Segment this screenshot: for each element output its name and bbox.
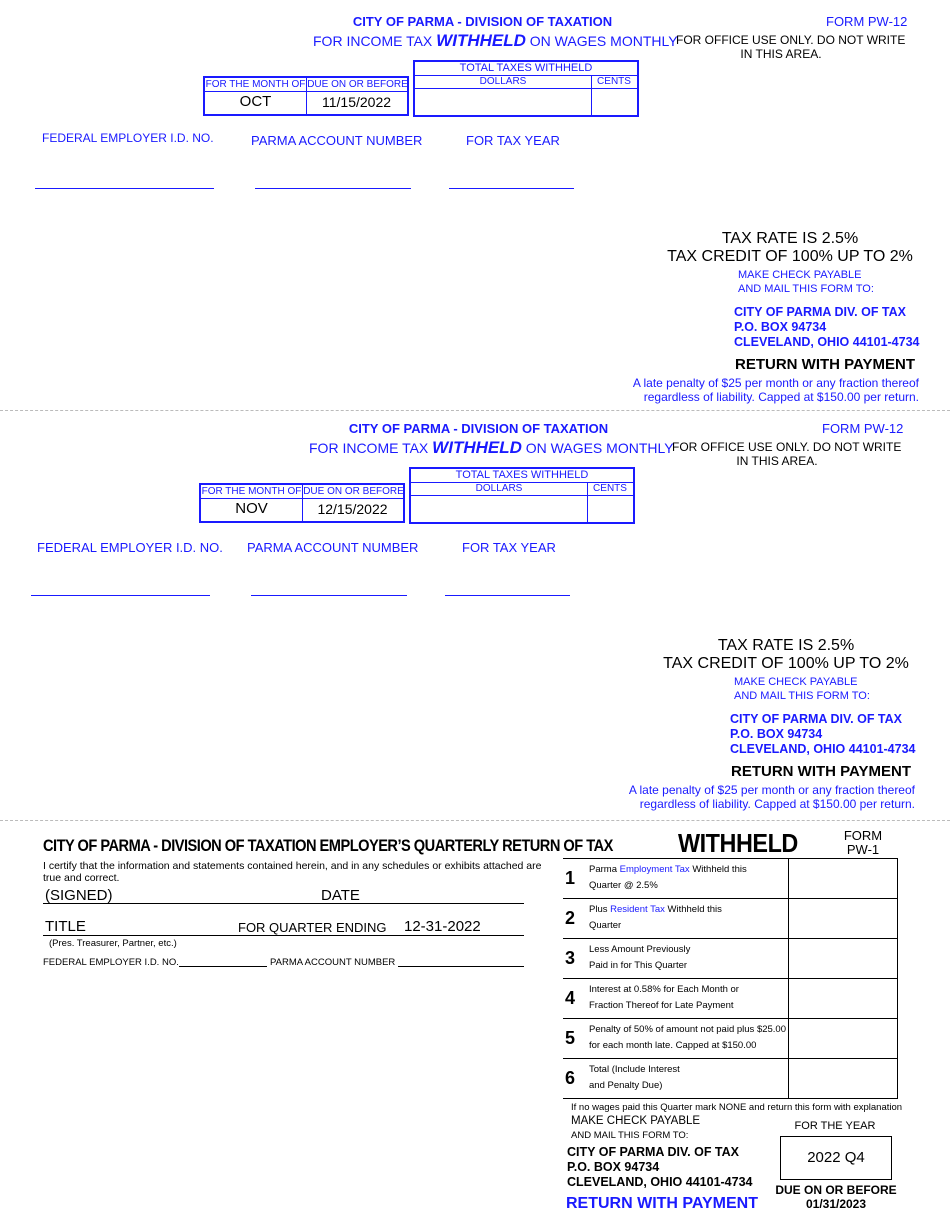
quarter-ending-value[interactable]: 12-31-2022 xyxy=(404,918,481,935)
tax-rate-info: TAX RATE IS 2.5% TAX CREDIT OF 100% UP TO 2% xyxy=(663,637,909,672)
line-item-row xyxy=(563,1058,898,1098)
account-input[interactable] xyxy=(398,966,524,967)
due-label: DUE ON OR BEFORE xyxy=(307,79,408,90)
late-penalty-note: A late penalty of $25 per month or any fraction thereof regardless of liability. Capped at $150.00 per return. xyxy=(628,783,915,811)
cents-input[interactable] xyxy=(595,90,633,112)
line-item-row xyxy=(563,858,898,898)
line-desc: Penalty of 50% of amount not paid plus $25.00 xyxy=(589,1024,786,1035)
line-number: 4 xyxy=(565,988,576,1008)
line-amount-input[interactable] xyxy=(791,900,895,936)
line-desc-2: Fraction Thereof for Late Payment xyxy=(589,1000,734,1011)
account-input[interactable] xyxy=(255,188,411,189)
line-number: 6 xyxy=(565,1068,576,1088)
return-with-payment: RETURN WITH PAYMENT xyxy=(566,1195,758,1212)
office-use-note: FOR OFFICE USE ONLY. DO NOT WRITE IN THIS AREA. xyxy=(672,440,902,468)
quarterly-title: CITY OF PARMA - DIVISION OF TAXATION EMPLOYER’S QUARTERLY RETURN OF TAX xyxy=(43,836,613,855)
quarterly-due-date: DUE ON OR BEFORE 01/31/2023 xyxy=(775,1183,897,1211)
make-check-note: MAKE CHECK PAYABLE AND MAIL THIS FORM TO: xyxy=(738,269,874,295)
tax-rate-info: TAX RATE IS 2.5% TAX CREDIT OF 100% UP TO 2% xyxy=(667,230,913,265)
stub-subtitle: FOR INCOME TAX WITHHELD ON WAGES MONTHLY xyxy=(313,31,678,50)
line-desc-2: Quarter @ 2.5% xyxy=(589,880,658,891)
perforation-line xyxy=(0,820,950,821)
title-label: TITLE xyxy=(45,918,86,935)
for-year-label: FOR THE YEAR xyxy=(794,1120,876,1132)
account-input[interactable] xyxy=(251,595,407,596)
dollars-label: DOLLARS xyxy=(479,76,527,87)
dollars-input[interactable] xyxy=(417,90,587,112)
mailing-address: CITY OF PARMA DIV. OF TAX P.O. BOX 94734 CLEVELAND, OHIO 44101-4734 xyxy=(734,305,920,349)
mailing-address: CITY OF PARMA DIV. OF TAX P.O. BOX 94734 CLEVELAND, OHIO 44101-4734 xyxy=(730,712,916,756)
due-label: DUE ON OR BEFORE xyxy=(303,486,404,497)
tax-year-input[interactable] xyxy=(445,595,570,596)
line-amount-input[interactable] xyxy=(791,980,895,1016)
mail-form-note: AND MAIL THIS FORM TO: xyxy=(571,1130,689,1141)
line-desc: Parma Employment Tax Withheld this xyxy=(589,864,747,875)
signature-input[interactable] xyxy=(43,903,524,904)
month-value[interactable]: NOV xyxy=(235,500,268,517)
line-amount-input[interactable] xyxy=(791,940,895,976)
form-number: FORM PW-12 xyxy=(822,421,904,436)
late-penalty-note: A late penalty of $25 per month or any fraction thereof regardless of liability. Capped at $150.00 per return. xyxy=(632,376,919,404)
no-wages-note: If no wages paid this Quarter mark NONE and return this form with explanation xyxy=(571,1102,903,1113)
total-taxes-box xyxy=(409,467,635,524)
month-due-box xyxy=(199,483,405,523)
monthly-stub-nov xyxy=(0,407,946,817)
dollars-label: DOLLARS xyxy=(475,483,523,494)
line-number: 2 xyxy=(565,908,576,928)
office-use-note: FOR OFFICE USE ONLY. DO NOT WRITE IN THIS AREA. xyxy=(676,33,906,61)
date-label: DATE xyxy=(321,887,360,904)
cents-label: CENTS xyxy=(593,483,627,494)
month-due-box xyxy=(203,76,409,116)
return-with-payment: RETURN WITH PAYMENT xyxy=(735,356,915,373)
monthly-stub-oct xyxy=(0,0,950,410)
dollars-input[interactable] xyxy=(413,497,583,519)
title-hint: (Pres. Treasurer, Partner, etc.) xyxy=(49,938,177,949)
make-check-note: MAKE CHECK PAYABLE xyxy=(571,1115,701,1127)
tax-year-label: FOR TAX YEAR xyxy=(466,133,560,148)
account-label: PARMA ACCOUNT NUMBER xyxy=(247,540,419,555)
line-amount-input[interactable] xyxy=(791,860,895,896)
line-amount-input[interactable] xyxy=(791,1020,895,1056)
form-number: FORM PW-12 xyxy=(826,14,908,29)
cents-input[interactable] xyxy=(591,497,629,519)
line-number: 1 xyxy=(565,868,576,888)
fein-label: FEDERAL EMPLOYER I.D. NO. xyxy=(37,540,223,555)
return-with-payment: RETURN WITH PAYMENT xyxy=(731,763,911,780)
line-item-row xyxy=(563,978,898,1018)
line-desc: Less Amount Previously xyxy=(589,944,691,955)
account-label: PARMA ACCOUNT NUMBER xyxy=(251,133,423,148)
fein-label: FEDERAL EMPLOYER I.D. NO. xyxy=(42,131,214,145)
certification-text: I certify that the information and statements contained herein, and in any schedules or exhibits attached are true and correct. xyxy=(43,860,542,884)
line-desc: Total (Include Interest xyxy=(589,1064,680,1075)
fein-input[interactable] xyxy=(179,966,267,967)
tax-year-label: FOR TAX YEAR xyxy=(462,540,556,555)
line-desc-2: Paid in for This Quarter xyxy=(589,960,688,971)
line-number: 3 xyxy=(565,948,576,968)
stub-dept-title: CITY OF PARMA - DIVISION OF TAXATION xyxy=(348,421,609,436)
line-item-row xyxy=(563,938,898,978)
form-pw1-label: FORM PW-1 xyxy=(843,828,883,857)
line-desc: Plus Resident Tax Withheld this xyxy=(589,904,722,915)
fein-input[interactable] xyxy=(35,188,214,189)
total-taxes-box xyxy=(413,60,639,117)
mailing-address: CITY OF PARMA DIV. OF TAX P.O. BOX 94734 CLEVELAND, OHIO 44101-4734 xyxy=(567,1145,753,1189)
month-label: FOR THE MONTH OF xyxy=(201,486,302,497)
tax-year-input[interactable] xyxy=(449,188,574,189)
line-desc: Interest at 0.58% for Each Month or xyxy=(589,984,739,995)
line-desc-2: Quarter xyxy=(589,920,622,931)
line-number: 5 xyxy=(565,1028,576,1048)
cents-label: CENTS xyxy=(597,76,631,87)
fein-label: FEDERAL EMPLOYER I.D. NO. xyxy=(43,957,179,968)
line-desc-2: and Penalty Due) xyxy=(589,1080,663,1091)
line-desc-2: for each month late. Capped at $150.00 xyxy=(589,1040,757,1051)
due-date-value[interactable]: 11/15/2022 xyxy=(321,94,392,110)
total-taxes-label: TOTAL TAXES WITHHELD xyxy=(415,62,637,76)
line-amount-input[interactable] xyxy=(791,1060,895,1096)
make-check-note: MAKE CHECK PAYABLE AND MAIL THIS FORM TO: xyxy=(734,676,870,702)
title-input[interactable] xyxy=(43,935,524,936)
stub-dept-title: CITY OF PARMA - DIVISION OF TAXATION xyxy=(352,14,613,29)
line-item-row xyxy=(563,898,898,938)
total-taxes-label: TOTAL TAXES WITHHELD xyxy=(411,469,633,483)
due-date-value[interactable]: 12/15/2022 xyxy=(317,501,388,517)
for-year-value[interactable]: 2022 Q4 xyxy=(780,1136,892,1180)
withheld-heading: WITHHELD xyxy=(678,828,798,858)
account-label: PARMA ACCOUNT NUMBER xyxy=(270,957,396,968)
stub-subtitle: FOR INCOME TAX WITHHELD ON WAGES MONTHLY xyxy=(309,438,674,457)
fein-input[interactable] xyxy=(31,595,210,596)
month-value[interactable]: OCT xyxy=(239,93,272,110)
signed-label: (SIGNED) xyxy=(45,887,113,904)
month-label: FOR THE MONTH OF xyxy=(205,79,306,90)
line-item-row xyxy=(563,1018,898,1058)
quarter-ending-label: FOR QUARTER ENDING xyxy=(238,920,387,935)
